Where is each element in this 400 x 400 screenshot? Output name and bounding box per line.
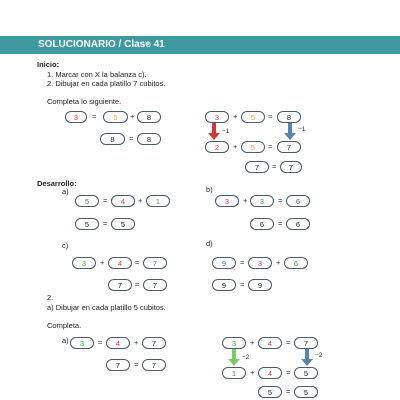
equals-sign: = — [240, 280, 245, 289]
eq-box: 4 — [108, 257, 132, 269]
eq-box: 7 — [143, 257, 167, 269]
eq-box: 1 — [222, 367, 246, 379]
equals-sign: = — [286, 387, 291, 396]
eq-box: 3 — [248, 257, 272, 269]
equals-sign: = — [278, 196, 283, 205]
eq-box: 5 — [111, 218, 135, 230]
equals-sign: = — [92, 112, 97, 121]
plus-sign: + — [138, 196, 143, 205]
exercise-label: a) — [62, 187, 69, 196]
eq-box: 6 — [286, 195, 310, 207]
header-banner — [0, 36, 400, 54]
eq-box: 3 — [215, 195, 239, 207]
eq-box: 4 — [258, 337, 282, 349]
eq-box: 2 — [205, 141, 229, 153]
eq-box: 7 — [142, 359, 166, 371]
eq-box: 4 — [258, 367, 282, 379]
eq-box: 6 — [250, 218, 274, 230]
minus-label: −2 — [315, 352, 323, 359]
plus-sign: + — [250, 368, 255, 377]
eq-box: 8 — [277, 111, 301, 123]
equals-sign: = — [129, 134, 134, 143]
eq-box: 4 — [111, 195, 135, 207]
completa-prompt: Completa. — [47, 321, 82, 330]
plus-sign: + — [276, 258, 281, 267]
eq-box: 3 — [205, 111, 229, 123]
equals-sign: = — [103, 219, 108, 228]
plus-sign: + — [243, 196, 248, 205]
exercise-label: b) — [206, 185, 213, 194]
eq-box: 5 — [258, 386, 282, 398]
eq-box: 9 — [212, 257, 236, 269]
eq-box: 5 — [294, 367, 318, 379]
inicio-heading: Inicio: — [37, 60, 60, 69]
equals-sign: = — [135, 258, 140, 267]
eq-box: 5 — [103, 111, 128, 123]
exercise-label: c) — [62, 241, 69, 250]
equals-sign: = — [278, 219, 283, 228]
plus-sign: + — [134, 338, 139, 347]
minus-label: −1 — [222, 128, 230, 135]
eq-box: 1 — [146, 195, 170, 207]
equals-sign: = — [286, 368, 291, 377]
eq-box: 5 — [241, 141, 265, 153]
eq-box: 7 — [294, 337, 318, 349]
eq-box: 9 — [212, 279, 236, 291]
eq-box: 3 — [70, 337, 94, 349]
eq-box: 7 — [245, 161, 269, 173]
minus-label: −1 — [298, 126, 306, 133]
eq-box: 5 — [75, 218, 99, 230]
eq-box: 6 — [286, 218, 310, 230]
desarrollo-heading: Desarrollo: — [37, 179, 77, 188]
equals-sign: = — [134, 360, 139, 369]
equals-sign: = — [286, 338, 291, 347]
equals-sign: = — [103, 196, 108, 205]
eq-box: 9 — [248, 279, 272, 291]
exercise-label: a) — [62, 336, 69, 345]
equals-sign: = — [272, 162, 277, 171]
equals-sign: = — [98, 338, 103, 347]
down-arrow-icon — [283, 123, 297, 141]
equals-sign: = — [240, 258, 245, 267]
eq-box: 8 — [137, 133, 161, 145]
page-title: SOLUCIONARIO / Clase 41 — [38, 39, 165, 50]
equals-sign: = — [268, 112, 273, 121]
eq-box: 7 — [142, 337, 166, 349]
eq-box: 5 — [241, 111, 265, 123]
eq-box: 7 — [277, 141, 301, 153]
eq-box: 8 — [137, 111, 161, 123]
minus-label: −2 — [242, 354, 250, 361]
eq-box: 4 — [106, 337, 130, 349]
plus-sign: + — [130, 112, 135, 121]
eq-box: 7 — [280, 161, 302, 173]
eq-box: 7 — [108, 279, 132, 291]
item-2: 2. — [47, 293, 54, 302]
eq-box: 6 — [284, 257, 308, 269]
eq-box: 3 — [72, 257, 96, 269]
eq-box: 3 — [250, 195, 274, 207]
down-arrow-icon — [227, 349, 241, 367]
eq-box: 3 — [65, 111, 87, 123]
eq-box: 7 — [106, 359, 130, 371]
exercise-label: d) — [206, 239, 213, 248]
down-arrow-icon — [207, 123, 221, 141]
eq-box: 5 — [294, 386, 318, 398]
plus-sign: + — [233, 112, 238, 121]
eq-box: 8 — [100, 133, 125, 145]
equals-sign: = — [135, 280, 140, 289]
plus-sign: + — [250, 338, 255, 347]
eq-box: 3 — [222, 337, 246, 349]
inicio-prompt: Completa lo siguiente. — [47, 97, 122, 106]
plus-sign: + — [100, 258, 105, 267]
plus-sign: + — [233, 142, 238, 151]
equals-sign: = — [268, 142, 273, 151]
inicio-item-1: 1. Marcar con X la balanza c). — [47, 70, 147, 79]
eq-box: 7 — [143, 279, 167, 291]
item-2a: a) Dibujar en cada platillo 5 cubitos. — [47, 303, 166, 312]
down-arrow-icon — [300, 349, 314, 367]
inicio-item-2: 2. Dibujar en cada platillo 7 cubitos. — [47, 79, 166, 88]
eq-box: 5 — [75, 195, 99, 207]
